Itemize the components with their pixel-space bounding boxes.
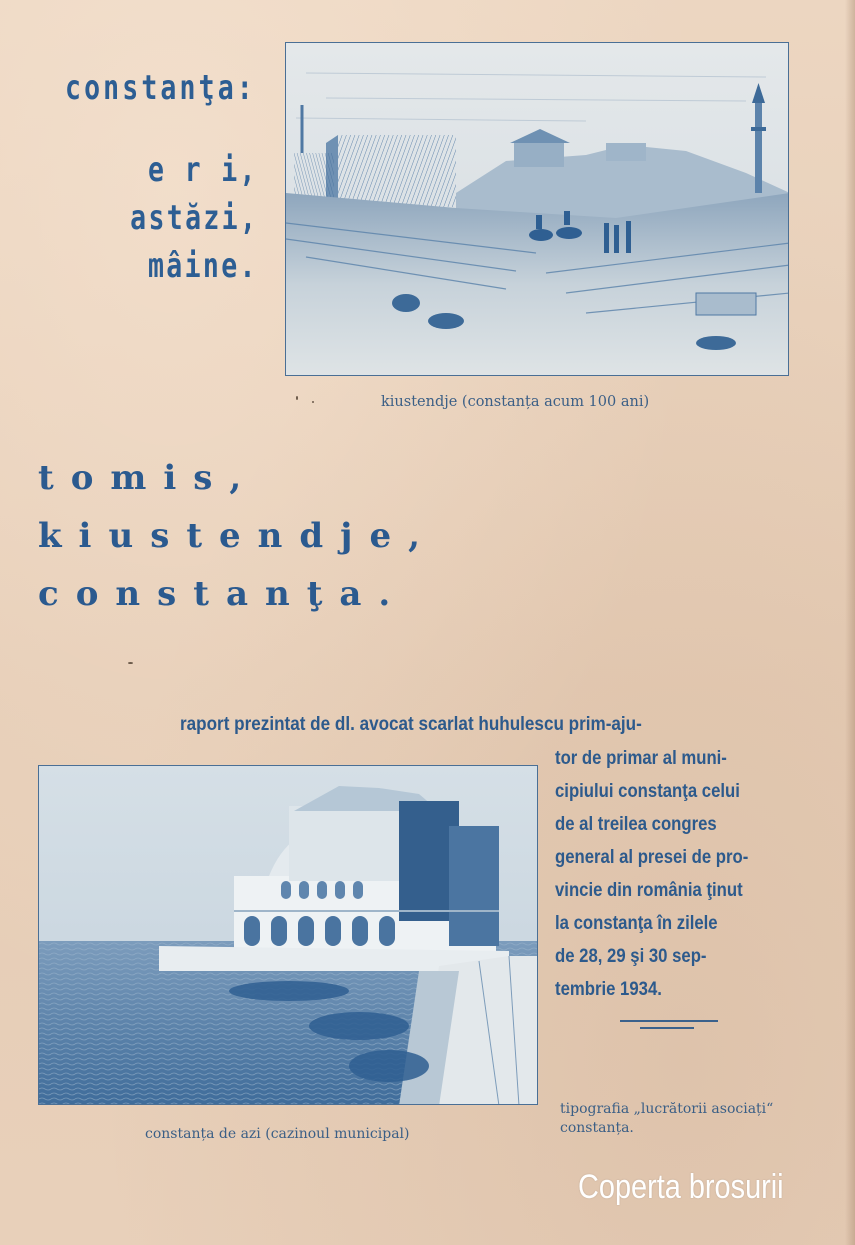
casino-illustration (39, 766, 538, 1105)
paper-speck (296, 396, 298, 400)
printer-city: constanța. (560, 1120, 634, 1136)
name-tomis: tomis, (38, 458, 259, 498)
report-line: de 28, 29 şi 30 sep- (555, 946, 707, 967)
kiustendje-engraving (285, 42, 789, 376)
report-line: tor de primar al muni- (555, 748, 727, 769)
watermark-label: Coperta brosurii (578, 1168, 784, 1206)
printer-name: tipografia „lucrătorii asociați“ (560, 1101, 774, 1117)
engraving-illustration (286, 43, 789, 376)
title-line-eri: e r i, (148, 150, 258, 190)
divider-rule (620, 1020, 718, 1022)
report-line: general al presei de pro- (555, 847, 749, 868)
top-image-caption: kiustendje (constanța acum 100 ani) (381, 394, 650, 410)
name-kiustendje: kiustendje, (38, 516, 437, 556)
paper-speck (312, 401, 314, 403)
report-first-line: raport prezintat de dl. avocat scarlat huhulescu prim-aju- (180, 714, 642, 735)
casino-photo (38, 765, 538, 1105)
printer-imprint (560, 1100, 773, 1138)
report-line: cipiului constanţa celui (555, 781, 740, 802)
divider-rule-short (640, 1027, 694, 1029)
report-line: la constanţa în zilele (555, 913, 718, 934)
title-line-astazi: astăzi, (129, 198, 258, 238)
report-line: de al treilea congres (555, 814, 717, 835)
report-line: tembrie 1934. (555, 979, 662, 1000)
report-line: vincie din românia ţinut (555, 880, 743, 901)
bottom-image-caption: constanța de azi (cazinoul municipal) (145, 1126, 410, 1142)
paper-edge-shadow (845, 0, 855, 1245)
title-line-constanta: constanţa: (65, 68, 256, 108)
name-constanta: constanţa. (38, 574, 408, 614)
paper-speck (128, 662, 133, 664)
title-line-maine: mâine. (148, 246, 258, 286)
